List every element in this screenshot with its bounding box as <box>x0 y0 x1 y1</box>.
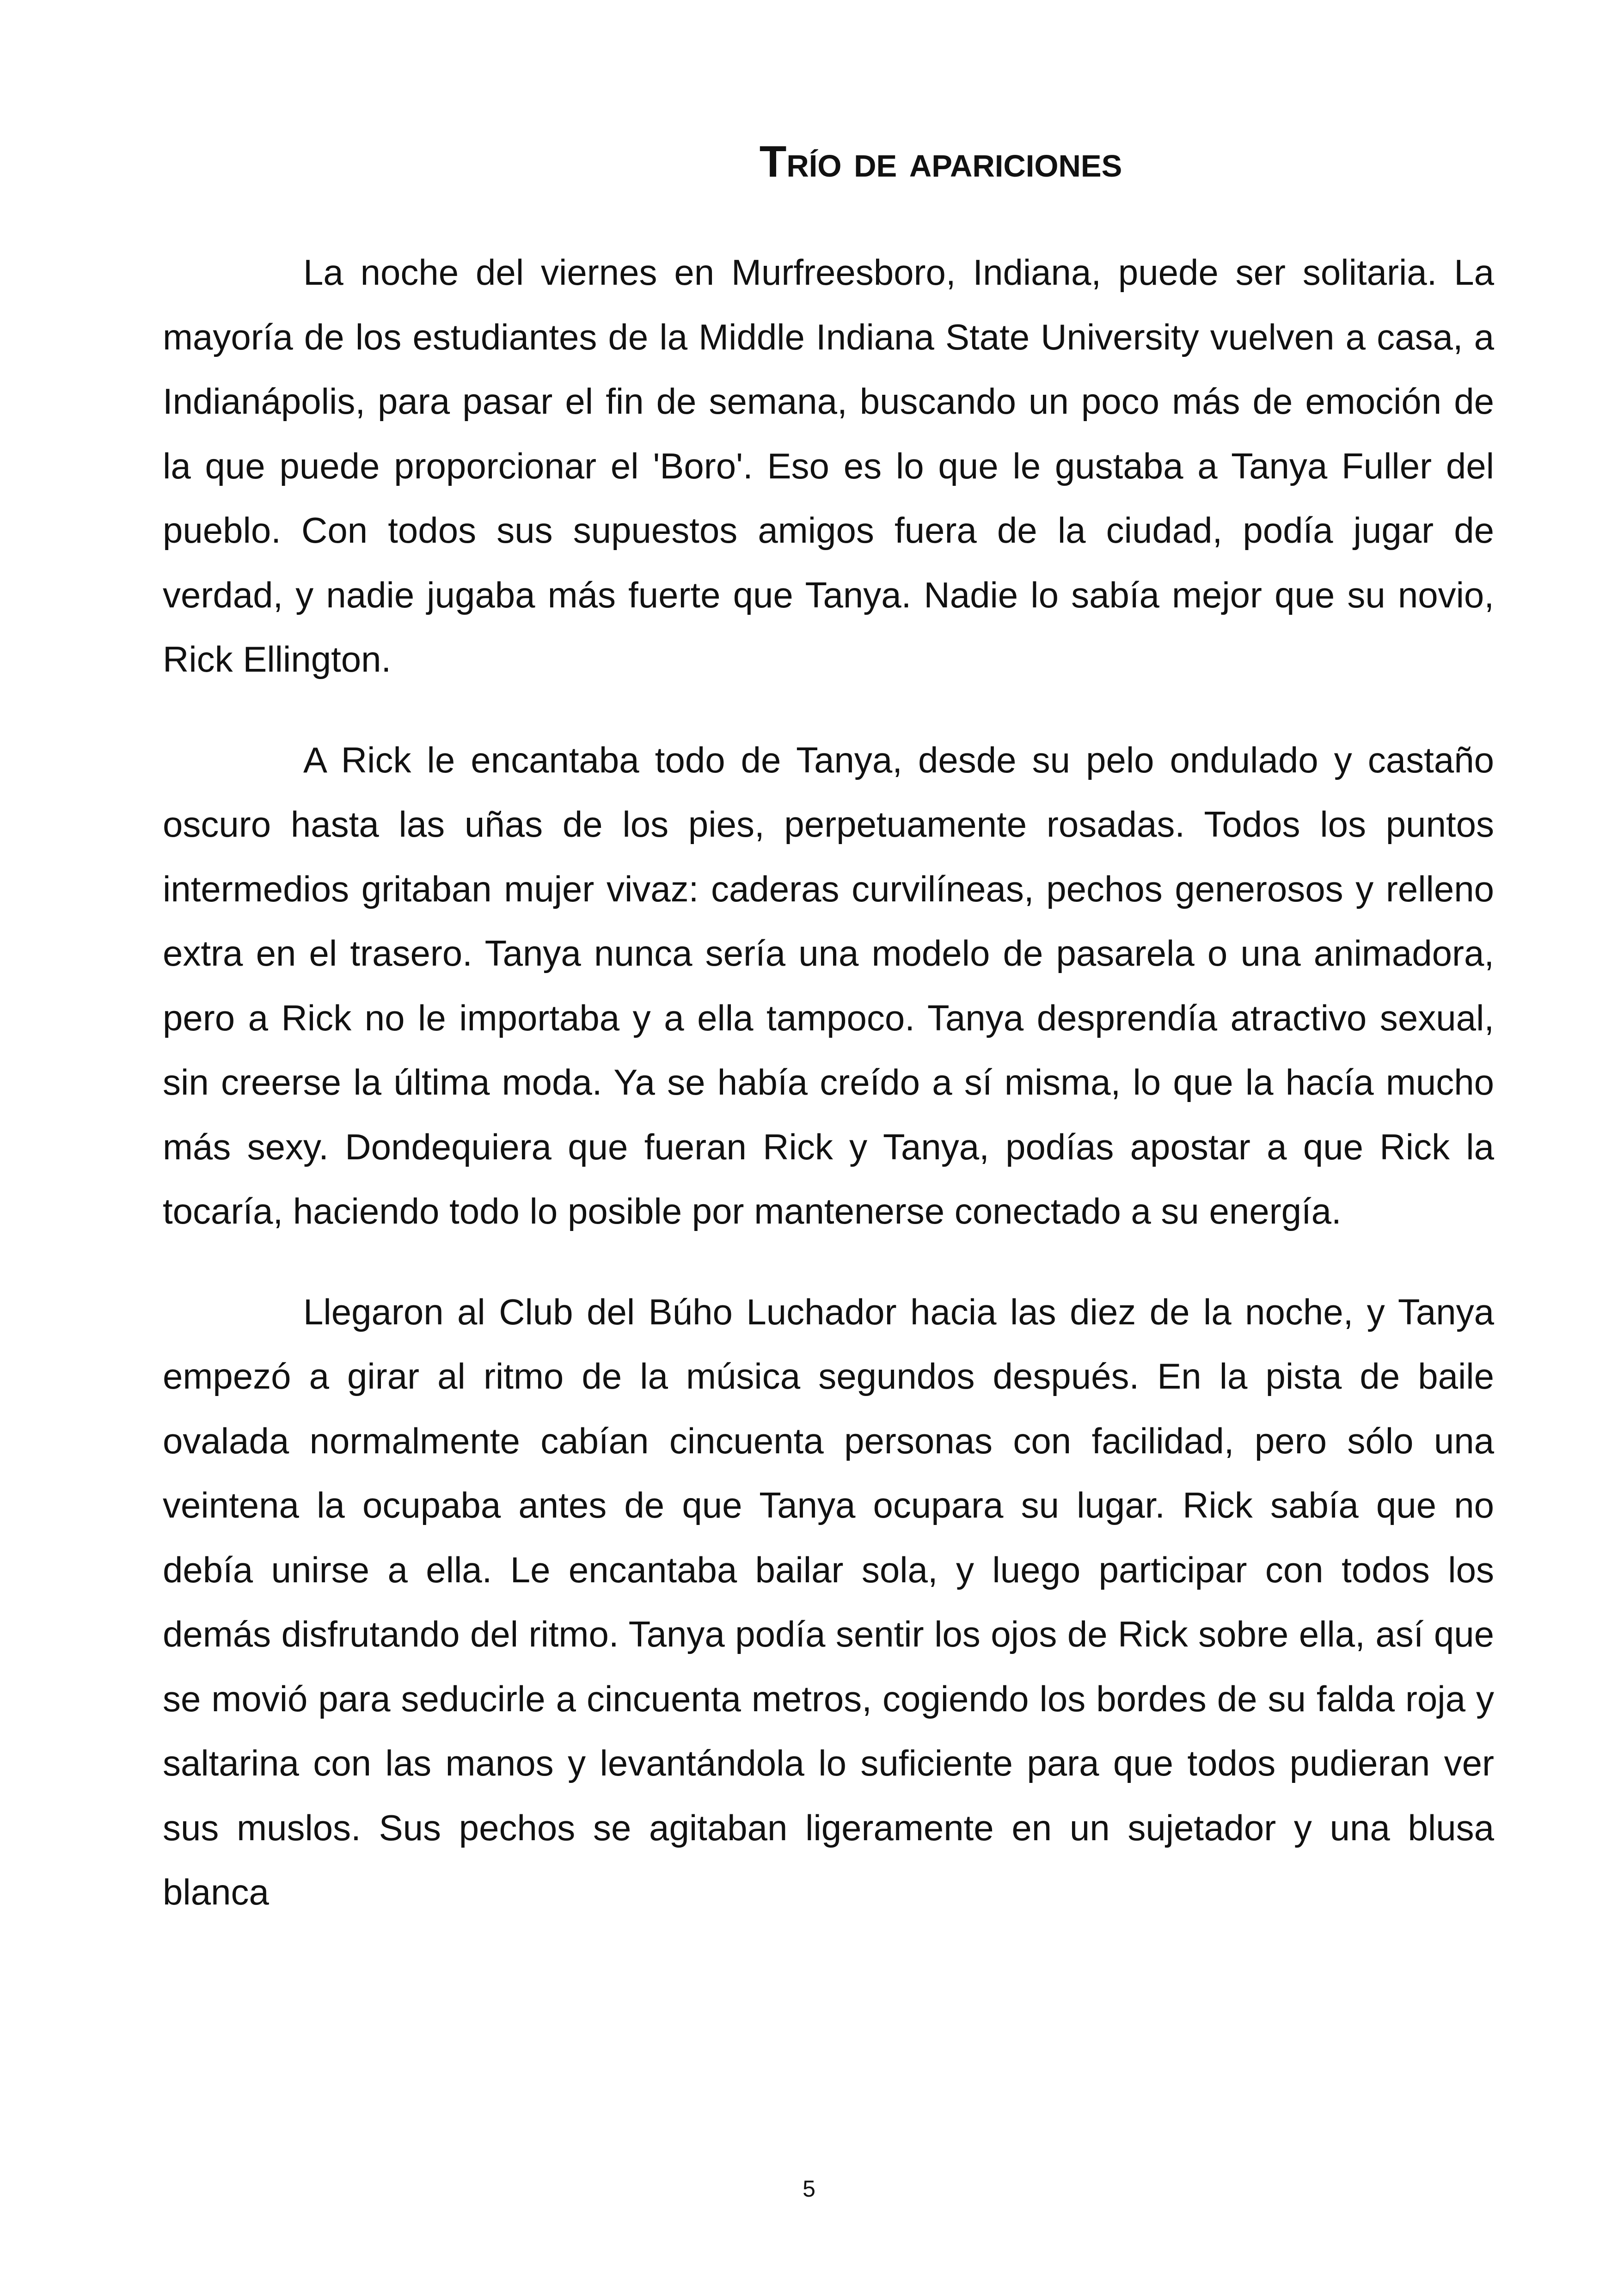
paragraph-2: A Rick le encantaba todo de Tanya, desde su pelo ondulado y castaño oscuro hasta las uñas de los pies, perpetuamente rosadas. Todos los puntos intermedios gritaban mujer vivaz: caderas curvilíneas, pechos generosos y relleno extra en el trasero. Tanya nunca sería una modelo de pasarela o una animadora, pero a Rick no le importaba y a ella tampoco. Tanya desprendía atractivo sexual, sin creerse la última moda. Ya se había creído a sí misma, lo que la hacía mucho más sexy. Dondequiera que fueran Rick y Tanya, podías apostar a que Rick la tocaría, haciendo todo lo posible por mantenerse conectado a su energía. <box>163 739 1494 1231</box>
chapter-title-text: Trío de apariciones <box>759 137 1122 186</box>
body-text <box>163 240 1494 1961</box>
paragraph-1: La noche del viernes en Murfreesboro, Indiana, puede ser solitaria. La mayoría de los estudiantes de la Middle Indiana State University vuelven a casa, a Indianápolis, para pasar el fin de semana, buscando un poco más de emoción de la que puede proporcionar el 'Boro'. Eso es lo que le gustaba a Tanya Fuller del pueblo. Con todos sus supuestos amigos fuera de la ciudad, podía jugar de verdad, y nadie jugaba más fuerte que Tanya. Nadie lo sabía mejor que su novio, Rick Ellington. <box>163 252 1494 680</box>
paragraph-3: Llegaron al Club del Búho Luchador hacia las diez de la noche, y Tanya empezó a girar al ritmo de la música segundos después. En la pista de baile ovalada normalmente cabían cincuenta personas con facilidad, pero sólo una veintena la ocupaba antes de que Tanya ocupara su lugar. Rick sabía que no debía unirse a ella. Le encantaba bailar sola, y luego participar con todos los demás disfrutando del ritmo. Tanya podía sentir los ojos de Rick sobre ella, así que se movió para seducirle a cincuenta metros, cogiendo los bordes de su falda roja y saltarina con las manos y levantándola lo suficiente para que todos pudieran ver sus muslos. Sus pechos se agitaban ligeramente en un sujetador y una blusa blanca <box>163 1291 1494 1912</box>
page-number: 5 <box>803 2176 815 2202</box>
chapter-title <box>0 116 1618 208</box>
